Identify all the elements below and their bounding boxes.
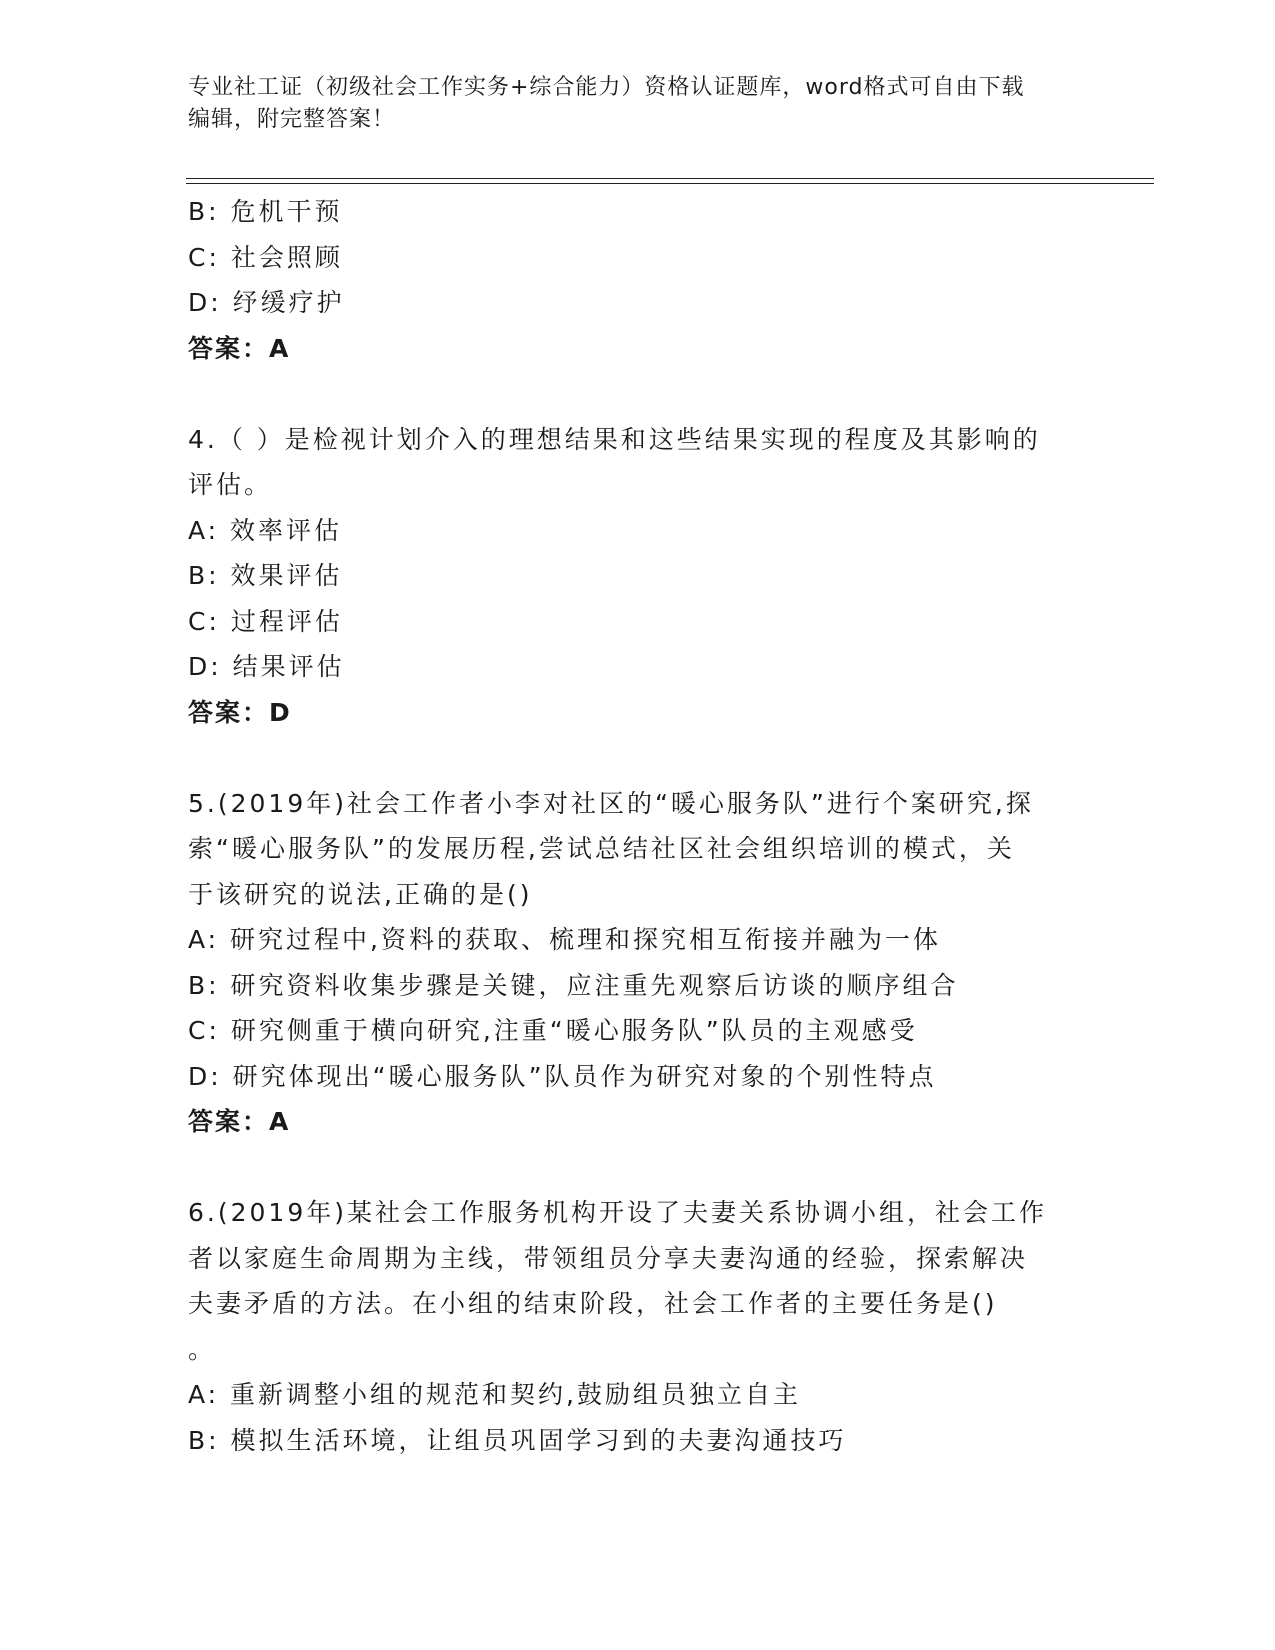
option-c: C: 过程评估: [188, 606, 343, 636]
question-text: [188, 781, 1088, 918]
answer: 答案：A: [188, 333, 291, 363]
answer: 答案：A: [188, 1107, 291, 1136]
question-line: 。: [188, 1334, 217, 1364]
question-4: [188, 417, 1088, 736]
option-b: B: 效果评估: [188, 561, 343, 590]
header-rule-bottom: [186, 183, 1154, 184]
option-c: C: 社会照顾: [188, 242, 343, 272]
question-line: 索“暖心服务队”的发展历程,尝试总结社区社会组织培训的模式，关: [188, 834, 1015, 863]
option-d: D: 纾缓疗护: [188, 288, 345, 317]
question-line: 5.(2019年)社会工作者小李对社区的“暖心服务队”进行个案研究,探: [188, 788, 1034, 818]
question-line: 6.(2019年)某社会工作服务机构开设了夫妻关系协调小组，社会工作: [188, 1198, 1047, 1227]
question-line: 4.（ ）是检视计划介入的理想结果和这些结果实现的程度及其影响的: [188, 424, 1041, 454]
question-line: 者以家庭生命周期为主线，带领组员分享夫妻沟通的经验，探索解决: [188, 1243, 1029, 1273]
option-a: A: 研究过程中,资料的获取、梳理和探究相互衔接并融为一体: [188, 925, 941, 954]
option-d: D: 结果评估: [188, 652, 345, 681]
header-line-1: 专业社工证（初级社会工作实务+综合能力）资格认证题库，word格式可自由下载: [188, 75, 1025, 100]
option-c: C: 研究侧重于横向研究,注重“暖心服务队”队员的主观感受: [188, 1016, 918, 1045]
question-text: [188, 1190, 1088, 1372]
question-5: [188, 781, 1088, 1145]
question-line: 评估。: [188, 470, 273, 499]
option-a: A: 效率评估: [188, 515, 343, 545]
answer: 答案：D: [188, 697, 292, 727]
header-rule-top: [186, 178, 1154, 179]
option-b: B: 研究资料收集步骤是关键，应注重先观察后访谈的顺序组合: [188, 970, 959, 1000]
option-b: B: 模拟生活环境，让组员巩固学习到的夫妻沟通技巧: [188, 1425, 847, 1455]
option-d: D: 研究体现出“暖心服务队”队员作为研究对象的个别性特点: [188, 1061, 937, 1091]
question-content: [188, 189, 1088, 1463]
question-text: [188, 417, 1088, 508]
option-b: B: 危机干预: [188, 197, 343, 226]
question-3-tail: [188, 189, 1088, 371]
option-a: A: 重新调整小组的规范和契约,鼓励组员独立自主: [188, 1380, 801, 1409]
document-header: [188, 72, 1088, 136]
question-line: 于该研究的说法,正确的是(): [188, 879, 533, 909]
question-6: [188, 1190, 1088, 1463]
question-line: 夫妻矛盾的方法。在小组的结束阶段，社会工作者的主要任务是(): [188, 1289, 998, 1318]
header-line-2: 编辑，附完整答案！: [188, 107, 396, 132]
